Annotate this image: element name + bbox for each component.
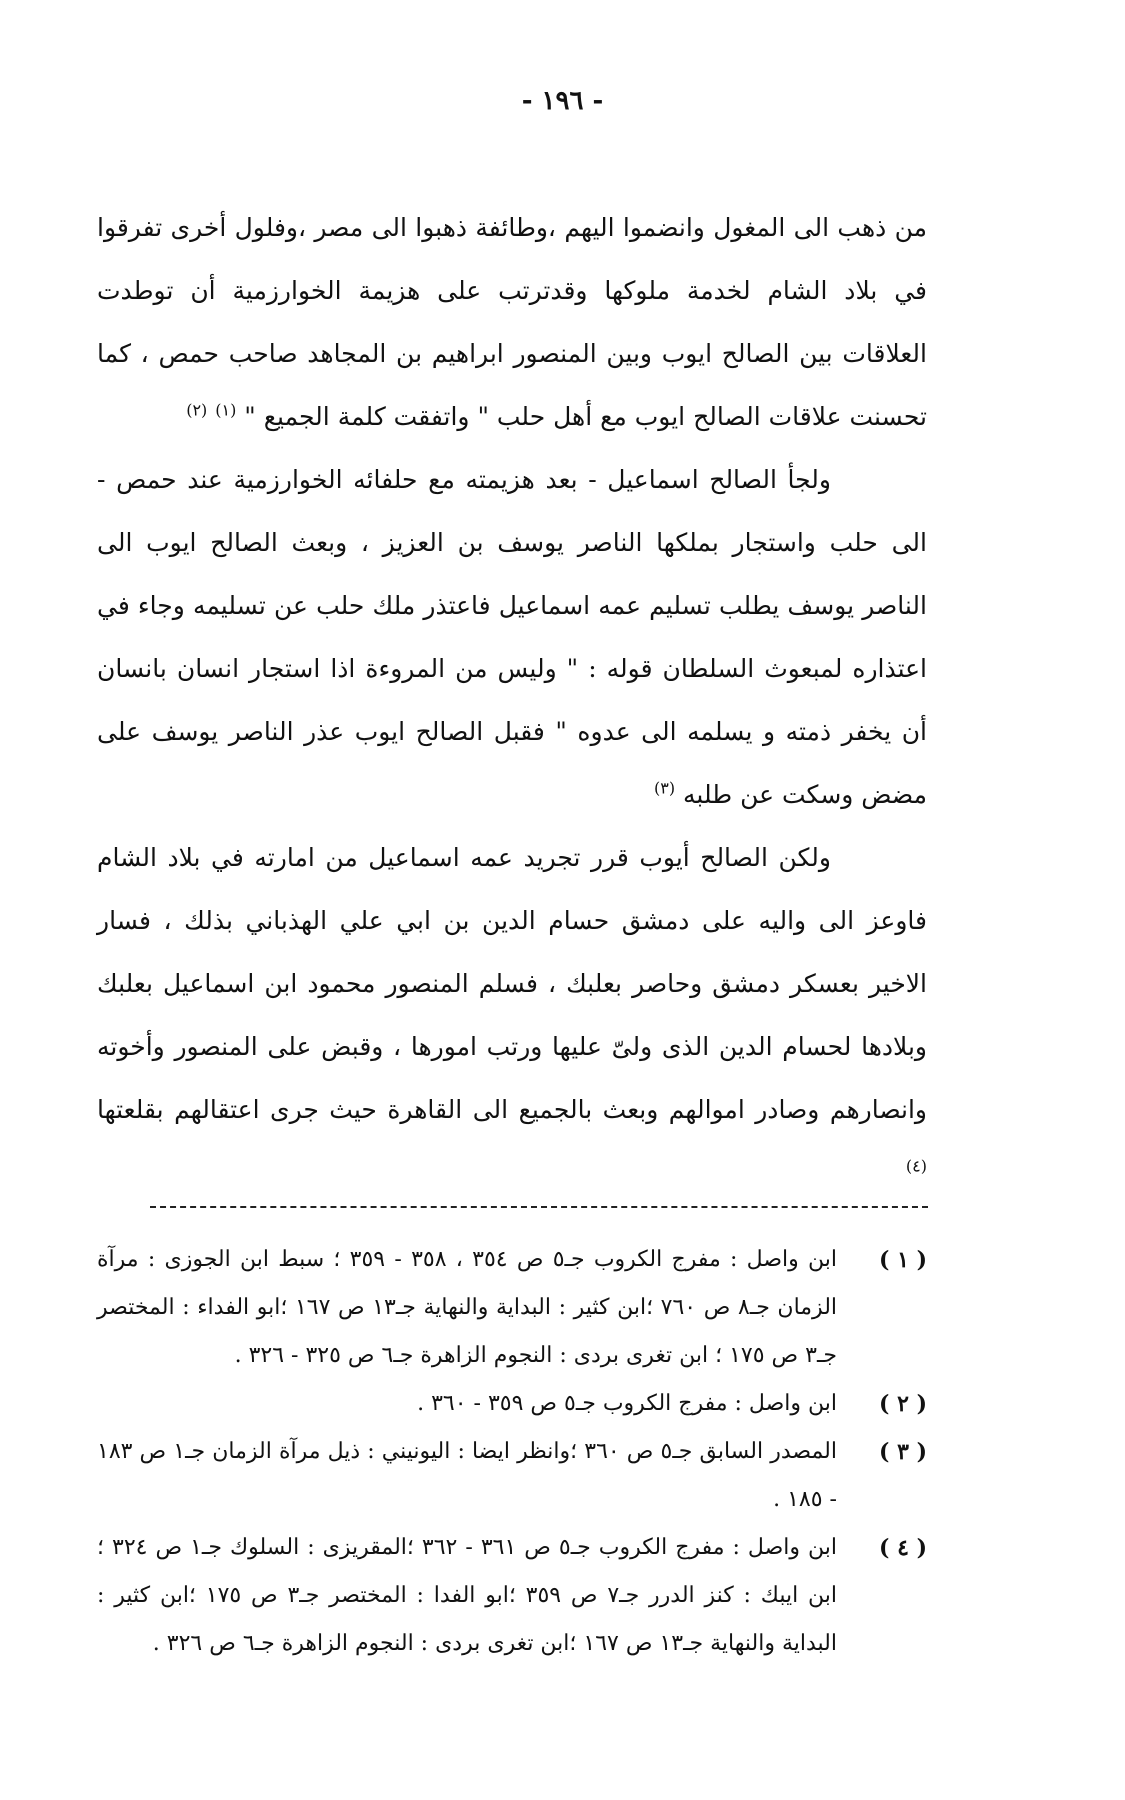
footnote-ref-2: (٢)	[186, 400, 208, 420]
paragraph-3	[97, 826, 927, 1204]
footnote-number: ( ١ )	[879, 1247, 927, 1273]
footnote-number: ( ٢ )	[879, 1391, 927, 1417]
paragraph-2	[97, 448, 927, 826]
footnote-number: ( ٤ )	[879, 1535, 927, 1561]
footnote-2	[97, 1380, 927, 1428]
footnote-1	[97, 1236, 927, 1380]
body-text	[97, 196, 927, 1204]
footnote-ref-1: (١)	[215, 400, 237, 420]
footnote-number: ( ٣ )	[879, 1439, 927, 1465]
footnote-ref-4: (٤)	[905, 1156, 927, 1176]
footnote-4	[97, 1524, 927, 1668]
footnote-3	[97, 1428, 927, 1524]
footnote-text: المصدر السابق جـ٥ ص ٣٦٠ ؛وانظر ايضا : اليونيني : ذيل مرآة الزمان جـ١ ص ١٨٣ - ١٨٥ .	[97, 1439, 837, 1512]
paragraph-1	[97, 196, 927, 448]
paragraph-3-text: ولكن الصالح أيوب قرر تجريد عمه اسماعيل من امارته في بلاد الشام فاوعز الى واليه على دمشق حسام الدين بن ابي علي الهذباني بذلك ، فسار الاخير بعسكر دمشق وحاصر بعلبك ، فسلم المنصور محمود ابن اسماعيل بعلبك وبلادها لحسام الدين الذى ولىّ عليها ورتب امورها ، وقبض على المنصور وأخوته وانصارهم وصادر اموالهم وبعث بالجميع الى القاهرة حيث جرى اعتقالهم بقلعتها	[97, 843, 927, 1124]
footnotes	[97, 1236, 927, 1668]
paragraph-1-text: من ذهب الى المغول وانضموا اليهم ،وطائفة ذهبوا الى مصر ،وفلول أخرى تفرقوا في بلاد الشام لخدمة ملوكها وقدترتب على هزيمة الخوارزمية أن توطدت العلاقات بين الصالح ايوب وبين المنصور ابراهيم بن المجاهد صاحب حمص ، كما تحسنت علاقات الصالح ايوب مع أهل حلب " واتفقت كلمة الجميع "	[97, 213, 927, 431]
footnote-separator	[150, 1206, 928, 1208]
paragraph-2-text: ولجأ الصالح اسماعيل - بعد هزيمته مع حلفائه الخوارزمية عند حمص - الى حلب واستجار بملكها الناصر يوسف بن العزيز ، وبعث الصالح ايوب الى الناصر يوسف يطلب تسليم عمه اسماعيل فاعتذر ملك حلب عن تسليمه وجاء في اعتذاره لمبعوث السلطان قوله : " وليس من المروءة اذا استجار انسان بانسان أن يخفر ذمته و يسلمه الى عدوه " فقبل الصالح ايوب عذر الناصر يوسف على مضض وسكت عن طلبه	[97, 465, 927, 809]
page-number: - ١٩٦ -	[521, 86, 604, 116]
footnote-text: ابن واصل : مفرج الكروب جـ٥ ص ٣٥٩ - ٣٦٠ .	[417, 1391, 837, 1416]
footnote-text: ابن واصل : مفرج الكروب جـ٥ ص ٣٦١ - ٣٦٢ ؛المقريزى : السلوك جـ١ ص ٣٢٤ ؛ابن ايبك : كنز الدرر جـ٧ ص ٣٥٩ ؛ابو الفدا : المختصر جـ٣ ص ١٧٥ ؛ابن كثير : البداية والنهاية جـ١٣ ص ١٦٧ ؛ابن تغرى بردى : النجوم الزاهرة جـ٦ ص ٣٢٦ .	[97, 1535, 837, 1656]
footnote-ref-3: (٣)	[653, 778, 676, 798]
footnote-text: ابن واصل : مفرج الكروب جـ٥ ص ٣٥٤ ، ٣٥٨ - ٣٥٩ ؛ سبط ابن الجوزى : مرآة الزمان جـ٨ ص ٧٦٠ ؛ابن كثير : البداية والنهاية جـ١٣ ص ١٦٧ ؛ابو الفداء : المختصر جـ٣ ص ١٧٥ ؛ ابن تغرى بردى : النجوم الزاهرة جـ٦ ص ٣٢٥ - ٣٢٦ .	[97, 1247, 838, 1368]
